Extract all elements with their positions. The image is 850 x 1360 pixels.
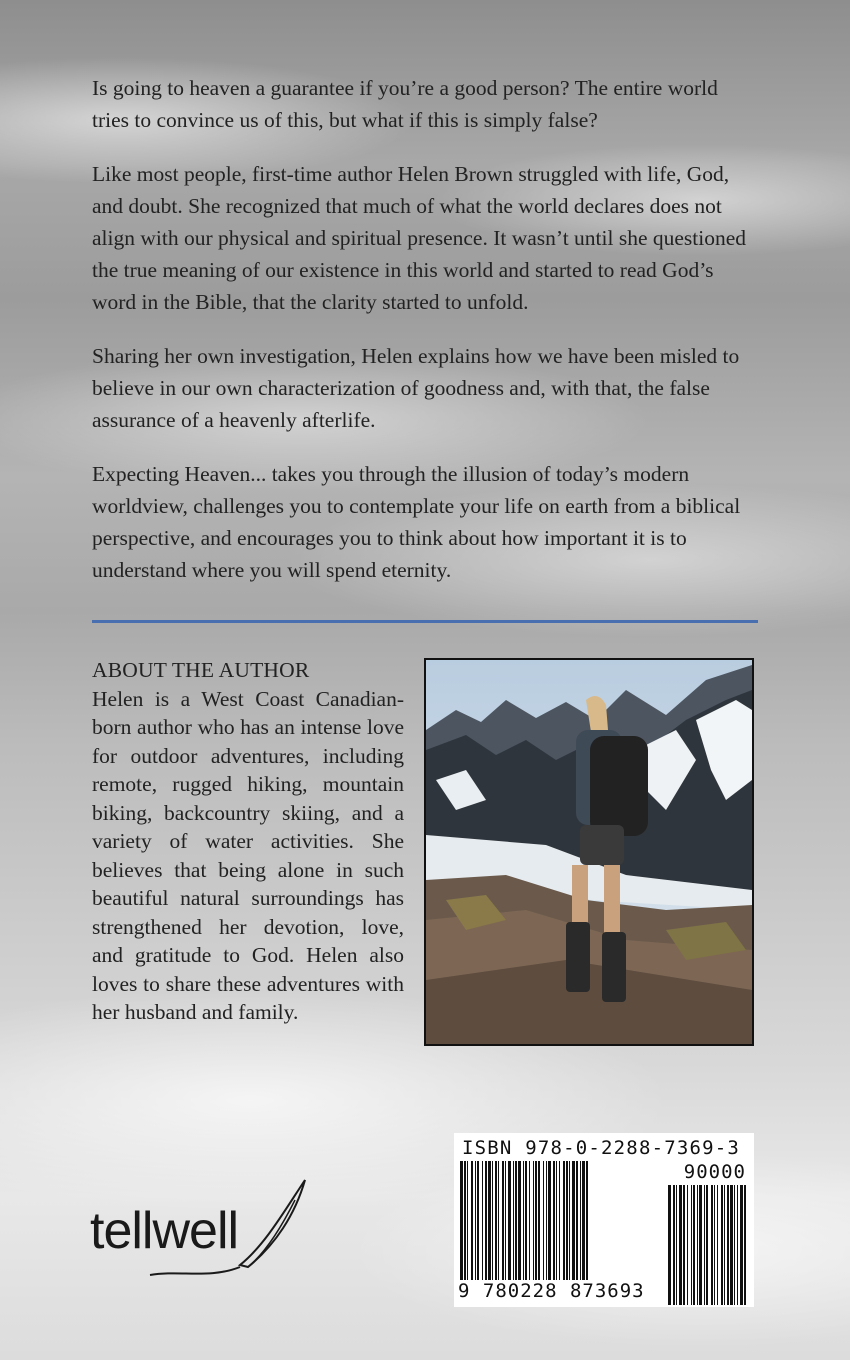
- author-photo: [424, 658, 754, 1046]
- blurb-paragraph-3: Sharing her own investigation, Helen explains how we have been misled to believe in our own characterization of goodness and, with that, the false assurance of a heavenly afterlife.: [92, 344, 740, 432]
- blurb-paragraph-2: Like most people, first-time author Helen Brown struggled with life, God, and doubt. She recognized that much of what the world declares does not align with our physical and spiritual presence. It wasn’t until she questioned the true meaning of our existence in this world and started to read God’s word in the Bible, that the clarity started to unfold.: [92, 162, 747, 314]
- isbn-label: ISBN 978-0-2288-7369-3: [462, 1137, 741, 1159]
- author-bio: Helen is a West Coast Canadian-born author who has an intense love for outdoor adventures, including remote, rugged hiking, mountain biking, backcountry skiing, and a variety of water activities. She believes that being alone in such beautiful natural surroundings has strengthened her devotion, love, and gratitude to God. Helen also loves to share these adventures with her husband and family.: [92, 686, 404, 1024]
- about-author-section: [92, 656, 404, 1027]
- section-divider: [92, 620, 758, 623]
- back-cover-blurb: [92, 72, 758, 608]
- publisher-name: tellwell: [90, 1202, 239, 1260]
- publisher-logo: [90, 1175, 320, 1285]
- ean-digits: 9 780228 873693: [458, 1280, 645, 1302]
- about-author-heading: ABOUT THE AUTHOR: [92, 658, 310, 682]
- blurb-paragraph-1: Is going to heaven a guarantee if you’re a good person? The entire world tries to convince us of this, but what if this is simply false?: [92, 76, 718, 132]
- isbn-barcode: [454, 1133, 754, 1307]
- price-addon-label: 90000: [683, 1161, 746, 1183]
- quill-icon: [90, 1175, 320, 1285]
- blurb-paragraph-4: Expecting Heaven... takes you through the illusion of today’s modern worldview, challenges you to contemplate your life on earth from a biblical perspective, and encourages you to think about how important it is to understand where you will spend eternity.: [92, 462, 741, 582]
